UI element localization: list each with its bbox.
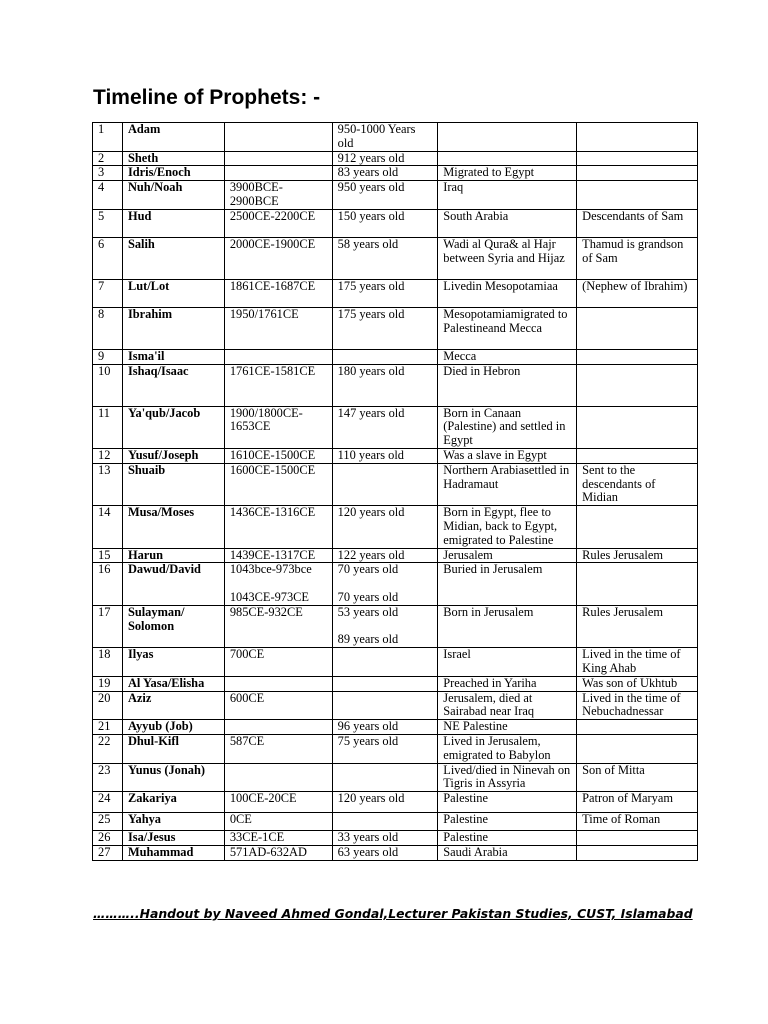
cell-place: Livedin Mesopotamiaa	[438, 279, 577, 307]
table-row	[93, 831, 698, 846]
cell-prophet-name: Sheth	[122, 151, 224, 166]
table-row	[93, 563, 698, 605]
cell-prophet-name: Isma'il	[122, 349, 224, 364]
cell-prophet-name: Zakariya	[122, 792, 224, 813]
cell-note	[577, 307, 698, 349]
cell-dates: 3900BCE-2900BCE	[224, 181, 332, 210]
cell-dates	[224, 676, 332, 691]
cell-note	[577, 506, 698, 548]
cell-place: Born in Canaan (Palestine) and settled in Egypt	[438, 406, 577, 448]
cell-place: Was a slave in Egypt	[438, 448, 577, 463]
table-row	[93, 676, 698, 691]
cell-dates: 587CE	[224, 734, 332, 763]
cell-number: 2	[93, 151, 123, 166]
cell-note: Son of Mitta	[577, 763, 698, 792]
cell-prophet-name: Yunus (Jonah)	[122, 763, 224, 792]
cell-note: Rules Jerusalem	[577, 605, 698, 647]
cell-note	[577, 123, 698, 152]
cell-age: 110 years old	[332, 448, 438, 463]
table-row	[93, 792, 698, 813]
cell-place: Palestine	[438, 831, 577, 846]
cell-prophet-name: Sulayman/ Solomon	[122, 605, 224, 647]
table-row	[93, 813, 698, 831]
cell-dates: 700CE	[224, 648, 332, 677]
cell-place: Mecca	[438, 349, 577, 364]
table-row	[93, 279, 698, 307]
cell-place: Jerusalem, died at Sairabad near Iraq	[438, 691, 577, 720]
cell-dates	[224, 166, 332, 181]
cell-age: 175 years old	[332, 279, 438, 307]
cell-place: Wadi al Qura& al Hajr between Syria and Hijaz	[438, 237, 577, 279]
cell-prophet-name: Yahya	[122, 813, 224, 831]
cell-place: Iraq	[438, 181, 577, 210]
cell-number: 14	[93, 506, 123, 548]
cell-prophet-name: Isa/Jesus	[122, 831, 224, 846]
cell-number: 23	[93, 763, 123, 792]
cell-place: Saudi Arabia	[438, 845, 577, 860]
cell-number: 8	[93, 307, 123, 349]
cell-place: Buried in Jerusalem	[438, 563, 577, 605]
cell-age: 150 years old	[332, 209, 438, 237]
cell-dates	[224, 763, 332, 792]
table-row	[93, 209, 698, 237]
cell-place	[438, 123, 577, 152]
table-row	[93, 720, 698, 735]
cell-age	[332, 349, 438, 364]
cell-number: 16	[93, 563, 123, 605]
table-row	[93, 763, 698, 792]
cell-prophet-name: Muhammad	[122, 845, 224, 860]
page-title: Timeline of Prophets: -	[93, 86, 321, 109]
cell-age: 950 years old	[332, 181, 438, 210]
footer-credit: ………..Handout by Naveed Ahmed Gondal,Lecturer Pakistan Studies, CUST, Islamabad	[93, 906, 693, 921]
cell-place: Lived in Jerusalem, emigrated to Babylon	[438, 734, 577, 763]
cell-note: (Nephew of Ibrahim)	[577, 279, 698, 307]
cell-place: Palestine	[438, 813, 577, 831]
cell-prophet-name: Musa/Moses	[122, 506, 224, 548]
cell-note	[577, 151, 698, 166]
cell-note	[577, 831, 698, 846]
cell-prophet-name: Shuaib	[122, 463, 224, 505]
table-body	[93, 123, 698, 861]
cell-age	[332, 463, 438, 505]
table-row	[93, 734, 698, 763]
cell-number: 17	[93, 605, 123, 647]
cell-note	[577, 734, 698, 763]
cell-age: 63 years old	[332, 845, 438, 860]
cell-note	[577, 563, 698, 605]
cell-place	[438, 151, 577, 166]
cell-number: 9	[93, 349, 123, 364]
cell-place: Born in Jerusalem	[438, 605, 577, 647]
cell-dates: 1043bce-973bce 1043CE-973CE	[224, 563, 332, 605]
cell-age: 180 years old	[332, 364, 438, 406]
cell-place: Mesopotamiamigrated to Palestineand Mecca	[438, 307, 577, 349]
cell-number: 26	[93, 831, 123, 846]
cell-dates: 571AD-632AD	[224, 845, 332, 860]
prophets-table	[92, 122, 698, 861]
cell-note	[577, 406, 698, 448]
cell-dates: 1610CE-1500CE	[224, 448, 332, 463]
cell-age: 53 years old 89 years old	[332, 605, 438, 647]
cell-age: 75 years old	[332, 734, 438, 763]
cell-age: 58 years old	[332, 237, 438, 279]
cell-prophet-name: Ibrahim	[122, 307, 224, 349]
cell-dates: 2000CE-1900CE	[224, 237, 332, 279]
cell-age: 120 years old	[332, 792, 438, 813]
table-row	[93, 181, 698, 210]
cell-note: Thamud is grandson of Sam	[577, 237, 698, 279]
cell-age: 950-1000 Years old	[332, 123, 438, 152]
table-row	[93, 648, 698, 677]
cell-dates	[224, 123, 332, 152]
cell-prophet-name: Salih	[122, 237, 224, 279]
table-row	[93, 463, 698, 505]
cell-prophet-name: Ishaq/Isaac	[122, 364, 224, 406]
cell-note	[577, 448, 698, 463]
cell-number: 22	[93, 734, 123, 763]
cell-dates: 1950/1761CE	[224, 307, 332, 349]
cell-note	[577, 349, 698, 364]
cell-dates: 600CE	[224, 691, 332, 720]
cell-note: Lived in the time of Nebuchadnessar	[577, 691, 698, 720]
cell-age: 70 years old 70 years old	[332, 563, 438, 605]
cell-number: 21	[93, 720, 123, 735]
cell-number: 10	[93, 364, 123, 406]
cell-dates: 100CE-20CE	[224, 792, 332, 813]
cell-number: 24	[93, 792, 123, 813]
cell-dates: 1900/1800CE-1653CE	[224, 406, 332, 448]
cell-note: Descendants of Sam	[577, 209, 698, 237]
table-row	[93, 548, 698, 563]
cell-age: 33 years old	[332, 831, 438, 846]
cell-prophet-name: Ayyub (Job)	[122, 720, 224, 735]
cell-dates: 1861CE-1687CE	[224, 279, 332, 307]
cell-prophet-name: Idris/Enoch	[122, 166, 224, 181]
cell-number: 12	[93, 448, 123, 463]
cell-age	[332, 691, 438, 720]
cell-dates	[224, 349, 332, 364]
cell-age: 912 years old	[332, 151, 438, 166]
table-row	[93, 691, 698, 720]
cell-number: 13	[93, 463, 123, 505]
cell-number: 6	[93, 237, 123, 279]
cell-number: 25	[93, 813, 123, 831]
cell-age: 147 years old	[332, 406, 438, 448]
cell-dates: 1600CE-1500CE	[224, 463, 332, 505]
cell-note: Sent to the descendants of Midian	[577, 463, 698, 505]
cell-number: 20	[93, 691, 123, 720]
table-row	[93, 605, 698, 647]
cell-prophet-name: Ya'qub/Jacob	[122, 406, 224, 448]
cell-age: 83 years old	[332, 166, 438, 181]
table-row	[93, 448, 698, 463]
cell-prophet-name: Hud	[122, 209, 224, 237]
cell-place: Died in Hebron	[438, 364, 577, 406]
cell-age	[332, 813, 438, 831]
cell-note	[577, 166, 698, 181]
cell-place: South Arabia	[438, 209, 577, 237]
cell-prophet-name: Adam	[122, 123, 224, 152]
table-row	[93, 237, 698, 279]
cell-note: Time of Roman	[577, 813, 698, 831]
table-row	[93, 506, 698, 548]
cell-number: 5	[93, 209, 123, 237]
cell-place: Jerusalem	[438, 548, 577, 563]
cell-note: Patron of Maryam	[577, 792, 698, 813]
cell-dates: 1439CE-1317CE	[224, 548, 332, 563]
cell-note	[577, 364, 698, 406]
cell-prophet-name: Aziz	[122, 691, 224, 720]
cell-place: NE Palestine	[438, 720, 577, 735]
cell-note	[577, 845, 698, 860]
cell-age: 96 years old	[332, 720, 438, 735]
cell-dates: 2500CE-2200CE	[224, 209, 332, 237]
cell-prophet-name: Dawud/David	[122, 563, 224, 605]
cell-place: Northern Arabiasettled in Hadramaut	[438, 463, 577, 505]
cell-dates: 1436CE-1316CE	[224, 506, 332, 548]
table-row	[93, 307, 698, 349]
cell-dates: 0CE	[224, 813, 332, 831]
table-row	[93, 151, 698, 166]
cell-dates: 33CE-1CE	[224, 831, 332, 846]
cell-prophet-name: Harun	[122, 548, 224, 563]
cell-age: 120 years old	[332, 506, 438, 548]
table-row	[93, 406, 698, 448]
cell-note: Lived in the time of King Ahab	[577, 648, 698, 677]
cell-age	[332, 763, 438, 792]
cell-age	[332, 676, 438, 691]
cell-number: 19	[93, 676, 123, 691]
cell-dates	[224, 151, 332, 166]
cell-note: Rules Jerusalem	[577, 548, 698, 563]
cell-number: 11	[93, 406, 123, 448]
table-row	[93, 845, 698, 860]
cell-prophet-name: Lut/Lot	[122, 279, 224, 307]
cell-age	[332, 648, 438, 677]
cell-age: 175 years old	[332, 307, 438, 349]
cell-prophet-name: Yusuf/Joseph	[122, 448, 224, 463]
cell-note	[577, 720, 698, 735]
cell-number: 3	[93, 166, 123, 181]
cell-age: 122 years old	[332, 548, 438, 563]
cell-dates	[224, 720, 332, 735]
cell-number: 27	[93, 845, 123, 860]
cell-dates: 1761CE-1581CE	[224, 364, 332, 406]
table-row	[93, 166, 698, 181]
cell-number: 15	[93, 548, 123, 563]
cell-place: Israel	[438, 648, 577, 677]
cell-note	[577, 181, 698, 210]
cell-number: 1	[93, 123, 123, 152]
cell-number: 4	[93, 181, 123, 210]
table-row	[93, 123, 698, 152]
table-row	[93, 349, 698, 364]
cell-number: 7	[93, 279, 123, 307]
cell-place: Migrated to Egypt	[438, 166, 577, 181]
cell-dates: 985CE-932CE	[224, 605, 332, 647]
cell-prophet-name: Nuh/Noah	[122, 181, 224, 210]
cell-prophet-name: Ilyas	[122, 648, 224, 677]
cell-prophet-name: Dhul-Kifl	[122, 734, 224, 763]
cell-place: Palestine	[438, 792, 577, 813]
cell-place: Born in Egypt, flee to Midian, back to Egypt, emigrated to Palestine	[438, 506, 577, 548]
cell-number: 18	[93, 648, 123, 677]
cell-prophet-name: Al Yasa/Elisha	[122, 676, 224, 691]
cell-note: Was son of Ukhtub	[577, 676, 698, 691]
table-row	[93, 364, 698, 406]
cell-place: Lived/died in Ninevah on Tigris in Assyria	[438, 763, 577, 792]
cell-place: Preached in Yariha	[438, 676, 577, 691]
